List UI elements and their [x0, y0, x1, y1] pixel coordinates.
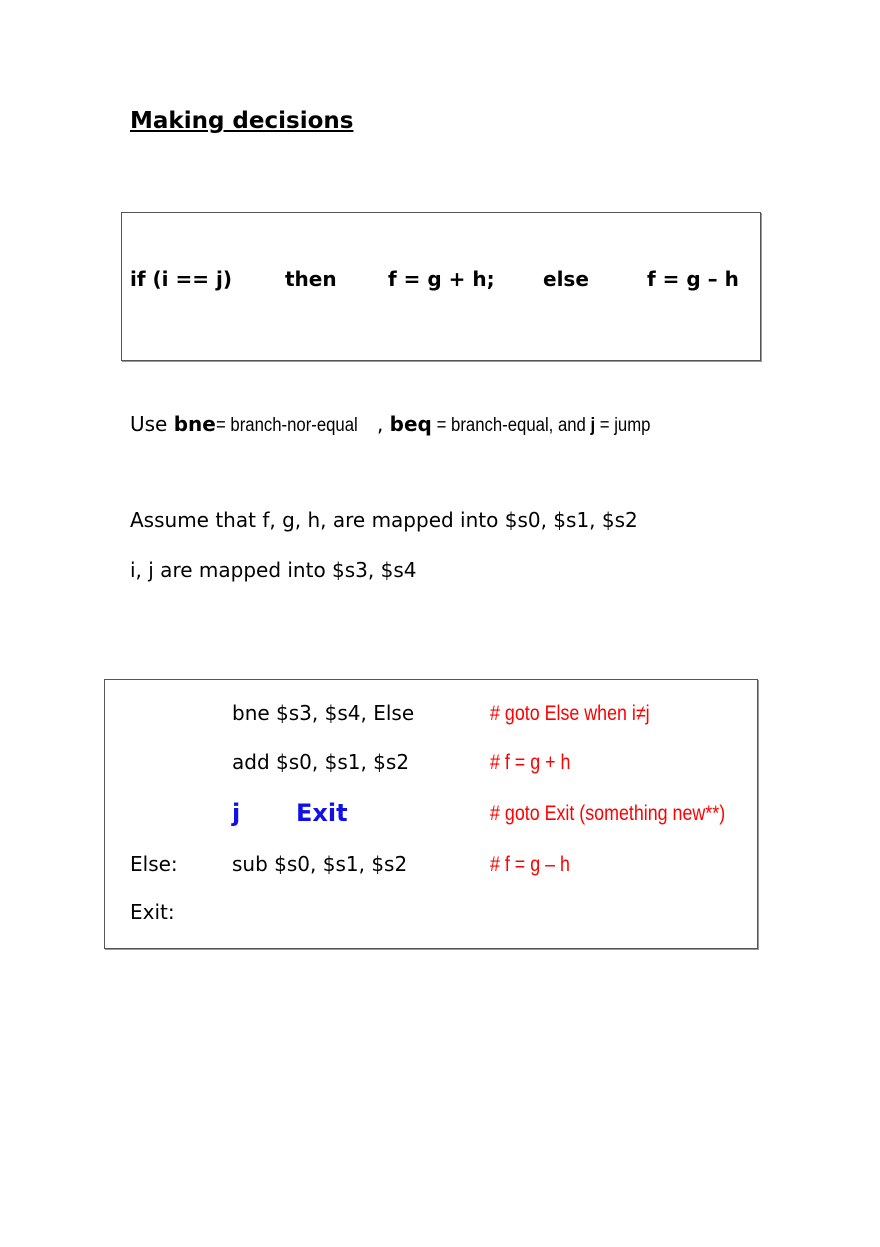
- label-else: Else:: [130, 852, 178, 876]
- else-expression: f = g – h: [647, 267, 739, 291]
- if-condition: if (i == j): [130, 267, 232, 291]
- comment-bne: # goto Else when i≠j: [490, 702, 650, 725]
- comment-add: # f = g + h: [490, 751, 571, 774]
- usage-bne-def: = branch-nor-equal: [215, 415, 358, 436]
- usage-beq-def: = branch-equal, and j = jump: [431, 415, 651, 436]
- usage-j: j: [590, 415, 596, 436]
- instr-sub: sub $s0, $s1, $s2: [232, 852, 408, 876]
- then-keyword: then: [285, 267, 337, 291]
- instr-add: add $s0, $s1, $s2: [232, 750, 410, 774]
- assume-line-2: i, j are mapped into $s3, $s4: [130, 558, 417, 582]
- then-expression: f = g + h;: [388, 267, 495, 291]
- page-title: Making decisions: [130, 108, 354, 134]
- else-keyword: else: [543, 267, 589, 291]
- comment-sub: # f = g – h: [490, 853, 570, 876]
- instr-bne: bne $s3, $s4, Else: [232, 701, 415, 725]
- usage-bne: bne: [173, 412, 216, 436]
- instr-j-target: Exit: [296, 799, 348, 827]
- comment-j: # goto Exit (something new**): [490, 802, 726, 825]
- usage-use: Use: [130, 412, 168, 436]
- instr-j-op: j: [232, 799, 241, 827]
- assume-line-1: Assume that f, g, h, are mapped into $s0, $s1, $s2: [130, 508, 638, 532]
- usage-beq: beq: [389, 412, 432, 436]
- usage-line: [130, 412, 680, 437]
- label-exit: Exit:: [130, 900, 175, 924]
- usage-comma: ,: [376, 412, 384, 436]
